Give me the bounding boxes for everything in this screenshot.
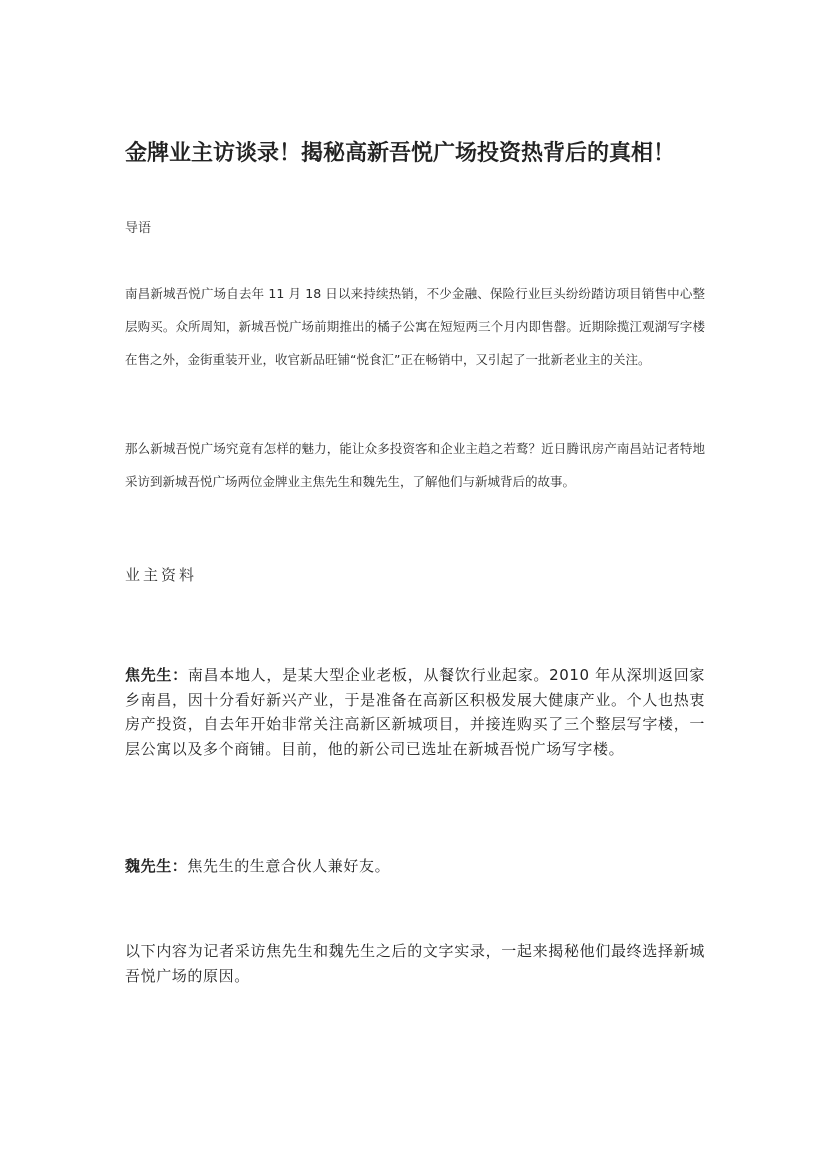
closing-paragraph: 以下内容为记者采访焦先生和魏先生之后的文字实录，一起来揭秘他们最终选择新城吾悦广场的原因。 bbox=[125, 942, 705, 985]
owner-profile-wei bbox=[125, 854, 705, 879]
lead-paragraph: 那么新城吾悦广场究竟有怎样的魅力，能让众多投资客和企业主趋之若鹜？近日腾讯房产南昌站记者特地采访到新城吾悦广场两位金牌业主焦先生和魏先生，了解他们与新城背后的故事。 bbox=[125, 441, 705, 489]
owner-profile-jiao bbox=[125, 663, 705, 761]
lead-paragraph: 南昌新城吾悦广场自去年 11 月 18 日以来持续热销，不少金融、保险行业巨头纷纷踏访项目销售中心整层购买。众所周知，新城吾悦广场前期推出的橘子公寓在短短两三个月内即售罄。近期除揽江观湖写字楼在售之外，金街重装开业，收官新品旺铺“悦食汇”正在畅销中，又引起了一批新老业主的关注。 bbox=[125, 286, 705, 367]
owner-description: 南昌本地人，是某大型企业老板，从餐饮行业起家。2010 年从深圳返回家乡南昌，因十分看好新兴产业，于是准备在高新区积极发展大健康产业。个人也热衷房产投资，自去年开始非常关注高新区新城项目，并接连购买了三个整层写字楼，一层公寓以及多个商铺。目前，他的新公司已选址在新城吾悦广场写字楼。 bbox=[125, 666, 706, 758]
owner-description: 焦先生的生意合伙人兼好友。 bbox=[187, 857, 391, 875]
owner-name: 焦先生： bbox=[125, 666, 188, 684]
article-title: 金牌业主访谈录！揭秘高新吾悦广场投资热背后的真相！ bbox=[125, 141, 676, 166]
section-heading-owner-info: 业主资料 bbox=[125, 566, 198, 584]
owner-name: 魏先生： bbox=[125, 857, 188, 875]
lead-label: 导语 bbox=[125, 221, 152, 236]
